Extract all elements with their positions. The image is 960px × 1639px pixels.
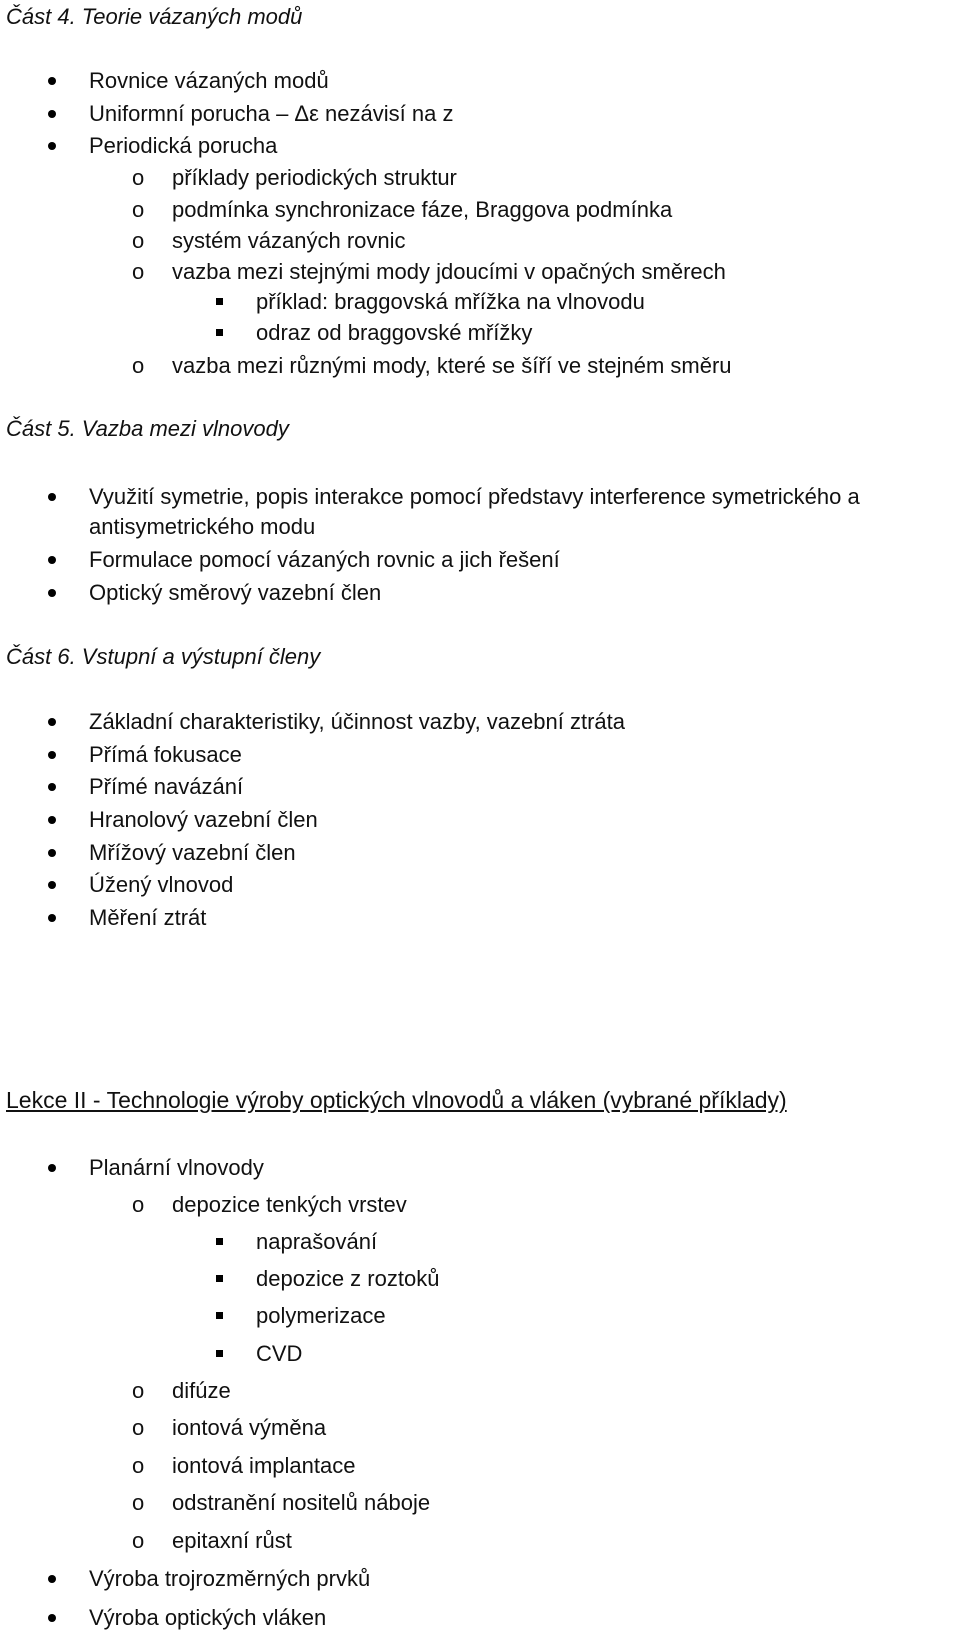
list-item bbox=[0, 805, 960, 835]
list-item bbox=[0, 772, 960, 802]
circle-bullet-icon: o bbox=[132, 197, 145, 222]
sub-list-item-text: depozice tenkých vrstev bbox=[172, 1192, 407, 1217]
list-item bbox=[0, 99, 960, 129]
circle-bullet-icon: o bbox=[132, 1415, 145, 1440]
subsub-list-item-text: naprašování bbox=[256, 1229, 378, 1254]
sub-list-item bbox=[0, 195, 960, 225]
sub-list-item bbox=[0, 163, 960, 193]
list-item-text: Mřížový vazební člen bbox=[89, 840, 296, 865]
circle-bullet-icon: o bbox=[132, 1378, 145, 1403]
circle-bullet-icon: o bbox=[132, 228, 145, 253]
bullet-icon bbox=[48, 914, 56, 922]
list-item-text: Přímé navázání bbox=[89, 774, 244, 799]
part4-heading-line bbox=[0, 2, 960, 32]
subsub-list-item-text: polymerizace bbox=[256, 1303, 386, 1328]
bullet-icon bbox=[48, 1614, 56, 1622]
subsub-list-item-text: příklad: braggovská mřížka na vlnovodu bbox=[256, 289, 645, 314]
circle-bullet-icon: o bbox=[132, 259, 145, 284]
bullet-icon bbox=[48, 589, 56, 597]
circle-bullet-icon: o bbox=[132, 353, 145, 378]
sub-list-item-text: systém vázaných rovnic bbox=[172, 228, 406, 253]
square-bullet-icon bbox=[216, 298, 223, 305]
sub-list-item-text: epitaxní růst bbox=[172, 1528, 292, 1553]
list-item bbox=[0, 707, 960, 737]
part5-heading-line bbox=[0, 414, 960, 444]
list-item-text: Využití symetrie, popis interakce pomocí představy interference symetrického a bbox=[89, 484, 860, 509]
sub-list-item-text: difúze bbox=[172, 1378, 231, 1403]
square-bullet-icon bbox=[216, 1238, 223, 1245]
square-bullet-icon bbox=[216, 1312, 223, 1319]
sub-list-item bbox=[0, 1526, 960, 1556]
list-item-text: Uniformní porucha – Δε nezávisí na z bbox=[89, 101, 454, 126]
lesson2-title: Lekce II - Technologie výroby optických vlnovodů a vláken (vybrané příklady) bbox=[6, 1087, 787, 1113]
circle-bullet-icon: o bbox=[132, 1453, 145, 1478]
bullet-icon bbox=[48, 881, 56, 889]
sub-list-item bbox=[0, 351, 960, 381]
part6-heading-line bbox=[0, 642, 960, 672]
bullet-icon bbox=[48, 556, 56, 564]
list-item bbox=[0, 482, 960, 512]
list-item bbox=[0, 1153, 960, 1183]
list-item-continuation bbox=[0, 512, 960, 542]
sub-list-item bbox=[0, 257, 960, 287]
subsub-list-item-text: odraz od braggovské mřížky bbox=[256, 320, 533, 345]
list-item-text: Rovnice vázaných modů bbox=[89, 68, 329, 93]
circle-bullet-icon: o bbox=[132, 1528, 145, 1553]
subsub-list-item bbox=[0, 1339, 960, 1369]
circle-bullet-icon: o bbox=[132, 1490, 145, 1515]
list-item bbox=[0, 578, 960, 608]
bullet-icon bbox=[48, 142, 56, 150]
list-item bbox=[0, 870, 960, 900]
list-item-text: Periodická porucha bbox=[89, 133, 278, 158]
list-item bbox=[0, 66, 960, 96]
square-bullet-icon bbox=[216, 329, 223, 336]
list-item-text: Výroba trojrozměrných prvků bbox=[89, 1566, 371, 1591]
sub-list-item bbox=[0, 1451, 960, 1481]
bullet-icon bbox=[48, 718, 56, 726]
sub-list-item-text: iontová implantace bbox=[172, 1453, 356, 1478]
list-item bbox=[0, 131, 960, 161]
list-item-text: Úžený vlnovod bbox=[89, 872, 234, 897]
subsub-list-item bbox=[0, 1264, 960, 1294]
list-item-text: Formulace pomocí vázaných rovnic a jich řešení bbox=[89, 547, 560, 572]
part5-title: Část 5. Vazba mezi vlnovody bbox=[6, 416, 289, 441]
bullet-icon bbox=[48, 110, 56, 118]
subsub-list-item bbox=[0, 318, 960, 348]
list-item-text: Měření ztrát bbox=[89, 905, 207, 930]
sub-list-item bbox=[0, 1190, 960, 1220]
list-item bbox=[0, 903, 960, 933]
subsub-list-item bbox=[0, 1301, 960, 1331]
part6-title: Část 6. Vstupní a výstupní členy bbox=[6, 644, 321, 669]
list-item bbox=[0, 545, 960, 575]
sub-list-item bbox=[0, 1488, 960, 1518]
subsub-list-item-text: CVD bbox=[256, 1341, 303, 1366]
square-bullet-icon bbox=[216, 1350, 223, 1357]
circle-bullet-icon: o bbox=[132, 1192, 145, 1217]
list-item-text: Základní charakteristiky, účinnost vazby, vazební ztráta bbox=[89, 709, 625, 734]
sub-list-item-text: odstranění nositelů náboje bbox=[172, 1490, 431, 1515]
bullet-icon bbox=[48, 816, 56, 824]
bullet-icon bbox=[48, 849, 56, 857]
sub-list-item bbox=[0, 1376, 960, 1406]
sub-list-item-text: příklady periodických struktur bbox=[172, 165, 457, 190]
sub-list-item-text: podmínka synchronizace fáze, Braggova podmínka bbox=[172, 197, 673, 222]
list-item bbox=[0, 838, 960, 868]
bullet-icon bbox=[48, 493, 56, 501]
sub-list-item bbox=[0, 1413, 960, 1443]
square-bullet-icon bbox=[216, 1275, 223, 1282]
subsub-list-item bbox=[0, 1227, 960, 1257]
bullet-icon bbox=[48, 77, 56, 85]
circle-bullet-icon: o bbox=[132, 165, 145, 190]
bullet-icon bbox=[48, 1575, 56, 1583]
bullet-icon bbox=[48, 1164, 56, 1172]
list-item bbox=[0, 1564, 960, 1594]
list-item-text: Planární vlnovody bbox=[89, 1155, 264, 1180]
list-item-text: Výroba optických vláken bbox=[89, 1605, 327, 1630]
list-item-text: Optický směrový vazební člen bbox=[89, 580, 382, 605]
subsub-list-item bbox=[0, 287, 960, 317]
list-item-text: Hranolový vazební člen bbox=[89, 807, 318, 832]
list-item bbox=[0, 1603, 960, 1633]
bullet-icon bbox=[48, 783, 56, 791]
list-item bbox=[0, 740, 960, 770]
sub-list-item bbox=[0, 226, 960, 256]
bullet-icon bbox=[48, 751, 56, 759]
sub-list-item-text: vazba mezi různými mody, které se šíří ve stejném směru bbox=[172, 353, 732, 378]
part4-title: Část 4. Teorie vázaných modů bbox=[6, 4, 303, 29]
list-item-text: Přímá fokusace bbox=[89, 742, 242, 767]
sub-list-item-text: vazba mezi stejnými mody jdoucími v opačných směrech bbox=[172, 259, 726, 284]
sub-list-item-text: iontová výměna bbox=[172, 1415, 327, 1440]
list-item-text: antisymetrického modu bbox=[89, 514, 316, 539]
subsub-list-item-text: depozice z roztoků bbox=[256, 1266, 440, 1291]
lesson2-heading-line bbox=[0, 1083, 960, 1117]
